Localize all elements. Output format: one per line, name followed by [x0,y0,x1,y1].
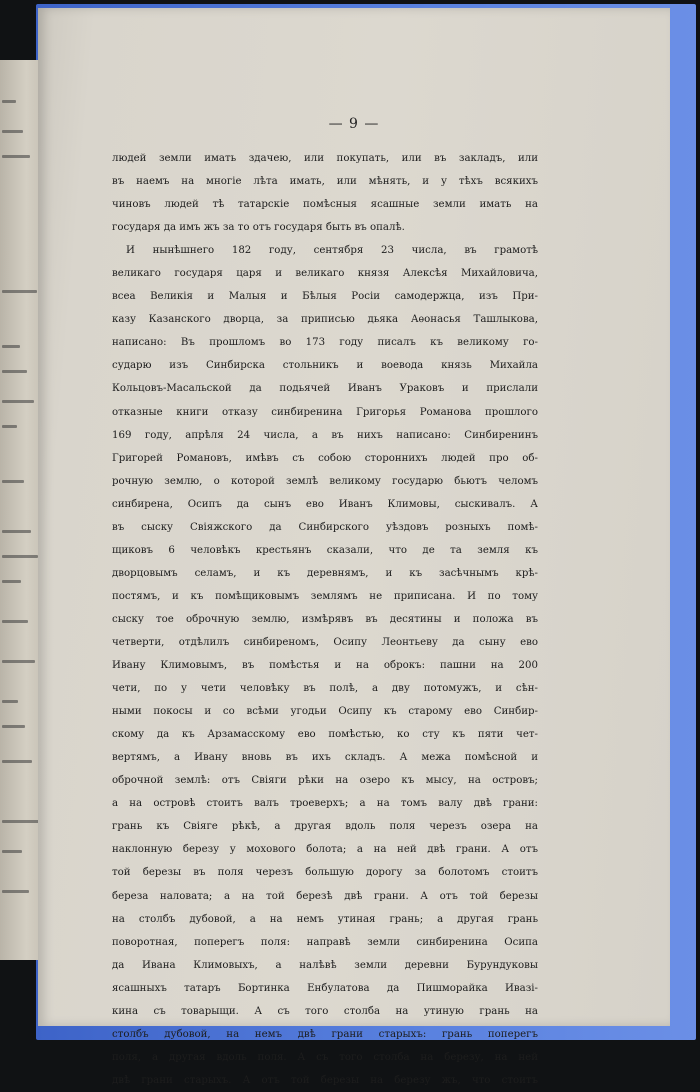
text-line: дворцовымъ селамъ, и къ деревнямъ, и къ засѣчнымъ крѣ- [112,567,538,579]
previous-page-text-fragment [2,620,28,623]
page-number: — 9 — [328,116,380,132]
text-line: кина съ товарыщи. А съ того столба на утиную грань на [112,1005,538,1017]
previous-page-text-fragment [2,370,27,373]
text-line: чети, по у чети человѣку въ полѣ, а дву потомужъ, и сѣн- [112,683,538,695]
previous-page-text-fragment [2,700,18,703]
text-line: Григорей Романовъ, имѣвъ съ собою стороннихъ людей про об- [112,452,538,464]
text-line: чиновъ людей тѣ татарскіе помѣсныя ясашные земли имать на [112,199,538,211]
text-line: ясашныхъ татаръ Бортинка Енбулатова да Пишморайка Ивазі- [112,982,538,994]
text-line: Кольцовъ-Масальской да подьячей Иванъ Ураковъ и прислали [112,383,538,395]
text-line: сыску тое оброчную землю, измѣрявъ въ десятины и положа въ [112,613,538,625]
text-line: столбъ дубовой, на немъ двѣ грани старыхъ: грань поперегъ [112,1028,538,1040]
text-line: береза наловата; а на той березѣ двѣ грани. А отъ той березы [112,890,538,902]
text-line: да Ивана Климовыхъ, а налѣвѣ земли деревни Бурундуковы [112,959,538,971]
text-line: въ сыску Свіяжского да Синбирского уѣздовъ розныхъ помѣ- [112,521,538,533]
text-line: щиковъ 6 человѣкъ крестьянъ сказали, что де та земля къ [112,544,538,556]
previous-page-text-fragment [2,480,24,483]
text-line: оброчной землѣ: отъ Свіяги рѣки на озеро къ мысу, на островъ; [112,775,538,787]
text-line: всеа Великія и Малыя и Бѣлыя Росіи самодержца, изъ При- [112,291,538,303]
previous-page-text-fragment [2,130,23,133]
text-line: поворотная, поперегъ поля: направѣ земли синбиренина Осипа [112,936,538,948]
previous-page-text-fragment [2,890,29,893]
text-line: сударю изъ Синбирска стольникъ и воевода князь Михайла [112,360,538,372]
text-line: постямъ, и къ помѣщиковымъ землямъ не приписана. И по тому [112,590,538,602]
text-line: казу Казанского дворца, за приписью дьяка Аѳонасья Ташлыкова, [112,314,538,326]
previous-page-text-fragment [2,400,34,403]
previous-page-text-fragment [2,820,39,823]
text-line: четверти, отдѣлилъ синбиреномъ, Осипу Леонтьеву да сыну ево [112,636,538,648]
previous-page-text-fragment [2,345,20,348]
text-line: синбирена, Осипъ да сынъ ево Иванъ Климовы, сыскивалъ. А [112,498,538,510]
previous-page-text-fragment [2,580,21,583]
text-line: на столбъ дубовой, а на немъ утиная грань; а другая грань [112,913,538,925]
previous-page-text-fragment [2,100,16,103]
text-line: наклонную березу у мохового болота; а на ней двѣ грани. А отъ [112,844,538,856]
text-line: отказные книги отказу синбиренина Григорья Романова прошлого [112,406,538,418]
previous-page-text-fragment [2,555,38,558]
text-line: въ наемъ на многіе лѣта имать, или мѣнять, и у тѣхъ всякихъ [112,176,538,188]
text-line: той березы въ поля черезъ большую дорогу за болотомъ стоитъ [112,867,538,879]
text-line: скому да къ Арзамасскому ево помѣстью, ко сту къ пяти чет- [112,729,538,741]
text-line: 169 году, апрѣля 24 числа, а въ нихъ написано: Синбиренинъ [112,429,538,441]
text-line: грань къ Свіяге рѣкѣ, а другая вдоль поля черезъ озера на [112,821,538,833]
previous-page-text-fragment [2,850,22,853]
text-line: двѣ грани старыхъ. А отъ той березы на березу жъ, что стоитъ [112,1074,538,1086]
previous-page-text-fragment [2,760,32,763]
text-line: Ивану Климовымъ, въ помѣстья и на оброкъ: пашни на 200 [112,660,538,672]
text-line: великаго государя царя и великаго князя Алексѣя Михайловича, [112,268,538,280]
previous-page-text-fragment [2,725,25,728]
page-body-text [112,147,538,1092]
text-line: И нынѣшнего 182 году, сентября 23 числа, въ грамотѣ [126,245,538,257]
text-line: рочную землю, о которой землѣ великому государю бьютъ челомъ [112,475,538,487]
text-line: ными покосы и со всѣми угодьи Осипу къ старому ево Синбир- [112,706,538,718]
text-line: вертямъ, а Ивану вновь въ ихъ складъ. А межа помѣсной и [112,752,538,764]
previous-page-text-fragment [2,660,35,663]
text-line: написано: Въ прошломъ во 173 году писалъ къ великому го- [112,337,538,349]
previous-page-text-fragment [2,425,17,428]
book-page [38,8,670,1086]
previous-page-text-fragment [2,530,31,533]
text-line: а на островѣ стоитъ валъ троеверхъ; а на томъ валу двѣ грани: [112,798,538,810]
previous-page-text-fragment [2,155,30,158]
text-line: поля, а другая вдоль поля. А съ того столба на березу, на ней [112,1051,538,1063]
previous-page-text-fragment [2,290,37,293]
text-line: государя да имъ жъ за то отъ государя быть въ опалѣ. [112,222,405,234]
text-line: людей земли имать здачею, или покупать, или въ закладъ, или [112,153,538,164]
